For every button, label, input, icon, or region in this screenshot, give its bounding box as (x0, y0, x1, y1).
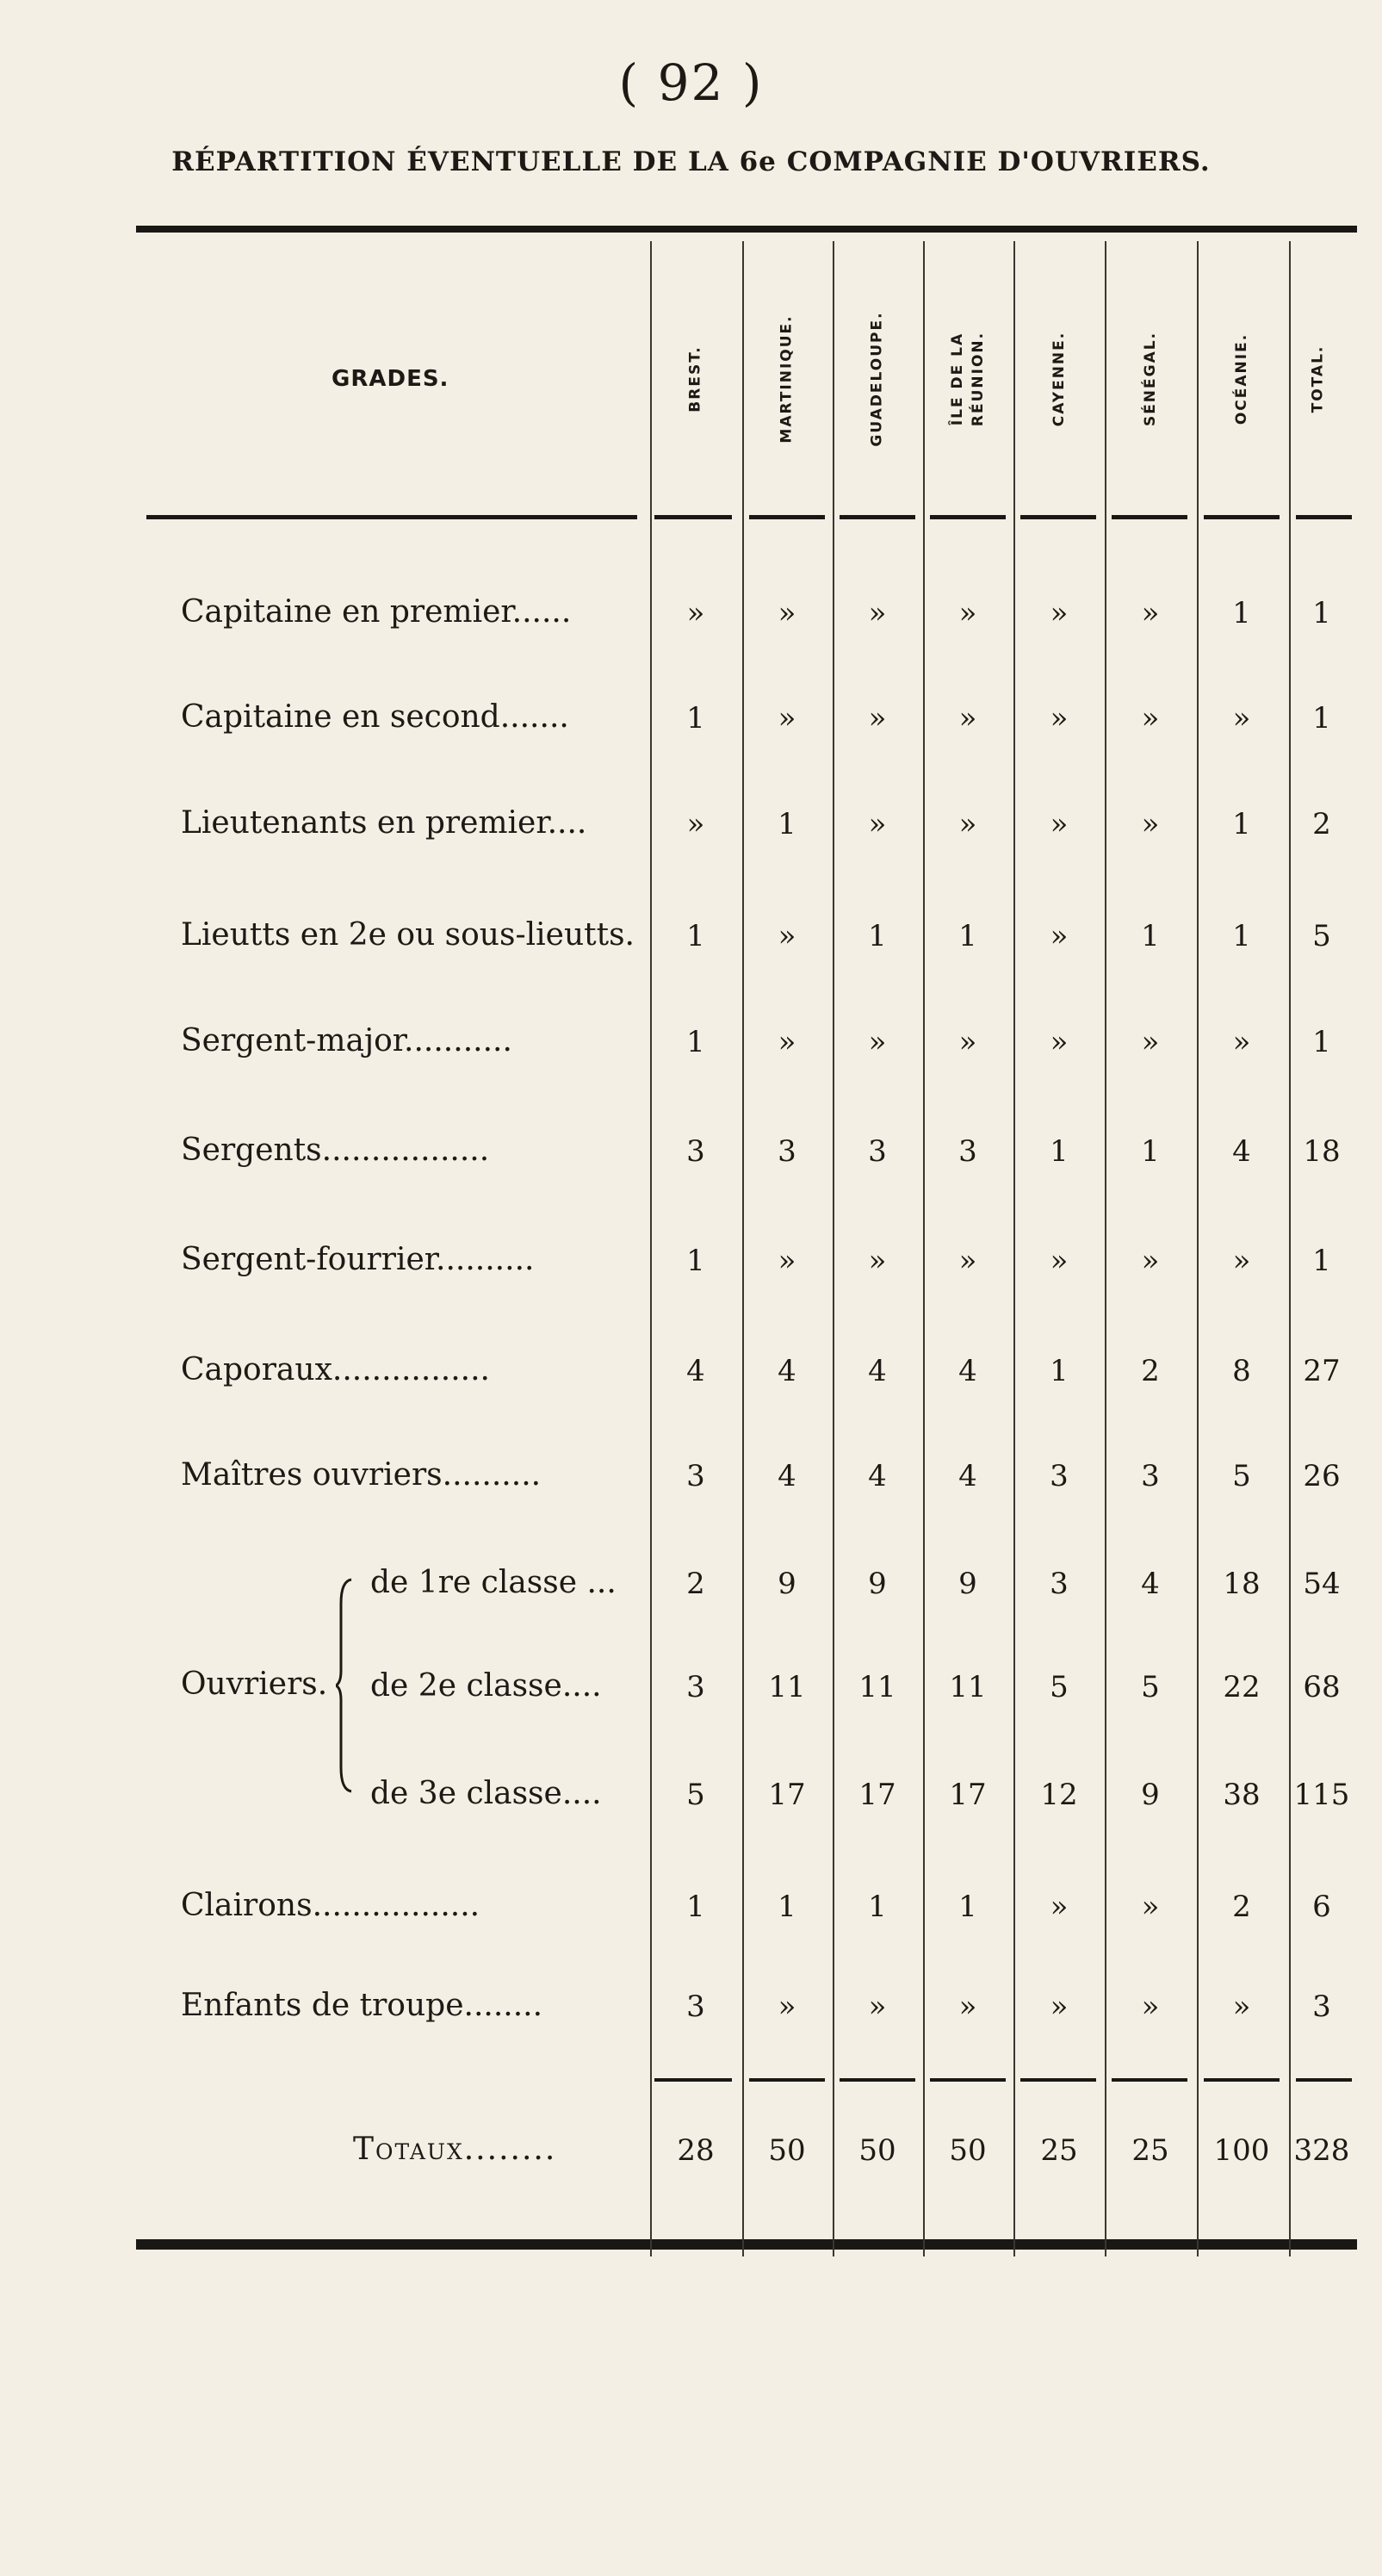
grades-header: GRADES. (332, 366, 449, 392)
table-cell: 1 (1232, 807, 1251, 841)
table-cell: 1 (868, 919, 887, 953)
table-cell: 4 (1232, 1134, 1251, 1169)
total-cell: 25 (1040, 2133, 1078, 2168)
table-cell: » (1141, 701, 1160, 736)
row-label: de 2e classe.... (370, 1668, 602, 1704)
table-cell: 3 (686, 1989, 705, 2024)
row-label: Clairons................. (181, 1888, 480, 1923)
table-cell: » (1141, 807, 1160, 841)
table-frame (136, 226, 1357, 2250)
table-cell: 1 (686, 1890, 705, 1924)
table-cell: 1 (1312, 1244, 1331, 1278)
table-cell: 22 (1223, 1670, 1261, 1704)
header-rule (1020, 515, 1096, 519)
row-label: Lieutenants en premier.... (181, 805, 587, 841)
column-header-brest: BREST. (686, 345, 704, 413)
table-cell: » (868, 1989, 887, 2024)
table-cell: » (1050, 1025, 1069, 1059)
table-cell: 12 (1040, 1778, 1078, 1812)
column-header-guadeloupe: GUADELOUPE. (869, 311, 887, 447)
table-cell: » (868, 1244, 887, 1278)
table-cell: 2 (686, 1567, 705, 1601)
table-cell: 3 (1050, 1567, 1069, 1601)
table-cell: 1 (1141, 1134, 1160, 1169)
table-cell: » (1141, 1025, 1160, 1059)
table-cell: 1 (958, 919, 977, 953)
totals-label: Totaux........ (353, 2132, 557, 2167)
table-cell: » (1232, 1989, 1251, 2024)
table-cell: 3 (686, 1134, 705, 1169)
header-rule (749, 515, 825, 519)
table-cell: » (958, 1025, 977, 1059)
total-cell: 328 (1293, 2133, 1350, 2168)
header-rule (1112, 515, 1187, 519)
table-cell: 1 (1141, 919, 1160, 953)
table-cell: 6 (1312, 1890, 1331, 1924)
row-label: Lieutts en 2e ou sous-lieutts. (181, 917, 635, 953)
row-label: Caporaux................ (181, 1352, 490, 1387)
table-cell: 1 (1050, 1134, 1069, 1169)
column-divider (1013, 241, 1015, 2256)
table-cell: » (868, 701, 887, 736)
row-label: Enfants de troupe........ (181, 1988, 543, 2023)
table-cell: 1 (686, 701, 705, 736)
table-cell: 4 (958, 1459, 977, 1493)
table-cell: 1 (686, 1244, 705, 1278)
table-cell: 1 (1312, 596, 1331, 630)
table-cell: » (958, 1989, 977, 2024)
total-cell: 50 (768, 2133, 806, 2168)
table-cell: 4 (778, 1354, 796, 1388)
column-header-cayenne: CAYENNE. (1050, 331, 1068, 427)
table-cell: » (1050, 1244, 1069, 1278)
header-rule (1204, 515, 1280, 519)
table-cell: 26 (1303, 1459, 1341, 1493)
table-cell: 1 (778, 807, 796, 841)
table-cell: 5 (686, 1778, 705, 1812)
table-cell: 68 (1303, 1670, 1341, 1704)
table-cell: » (778, 1025, 796, 1059)
column-header-senegal: SÉNÉGAL. (1142, 331, 1160, 427)
table-cell: 1 (1312, 1025, 1331, 1059)
table-cell: 11 (858, 1670, 896, 1704)
total-cell: 100 (1213, 2133, 1270, 2168)
table-cell: » (1141, 1244, 1160, 1278)
table-cell: » (868, 596, 887, 630)
table-cell: 1 (1232, 596, 1251, 630)
table-cell: 11 (949, 1670, 987, 1704)
table-cell: 38 (1223, 1778, 1261, 1812)
table-cell: 3 (778, 1134, 796, 1169)
table-cell: » (778, 701, 796, 736)
table-cell: 54 (1303, 1567, 1341, 1601)
column-header-oceanie: OCÉANIE. (1233, 332, 1251, 425)
table-cell: 3 (1312, 1989, 1331, 2024)
table-cell: » (1050, 807, 1069, 841)
table-cell: 2 (1312, 807, 1331, 841)
total-rule (654, 2078, 732, 2082)
table-cell: 18 (1223, 1567, 1261, 1601)
table-cell: 1 (1312, 701, 1331, 736)
table-cell: 115 (1293, 1778, 1350, 1812)
column-header-reunion: ÎLE DE LA RÉUNION. (949, 331, 987, 427)
table-cell: » (958, 807, 977, 841)
total-cell: 28 (677, 2133, 715, 2168)
table-cell: 3 (1141, 1459, 1160, 1493)
table-cell: 9 (1141, 1778, 1160, 1812)
table-cell: » (1050, 1890, 1069, 1924)
table-cell: » (686, 596, 705, 630)
page-title: RÉPARTITION ÉVENTUELLE DE LA 6e COMPAGNIE D'OUVRIERS. (171, 146, 1211, 177)
brace (336, 1578, 353, 1793)
table-cell: 4 (778, 1459, 796, 1493)
table-cell: » (1050, 596, 1069, 630)
table-cell: 4 (868, 1354, 887, 1388)
total-rule (840, 2078, 915, 2082)
total-cell: 50 (949, 2133, 987, 2168)
table-cell: 9 (778, 1567, 796, 1601)
table-cell: » (778, 919, 796, 953)
row-label: Sergent-major........... (181, 1023, 512, 1058)
column-header-total: TOTAL. (1309, 345, 1326, 413)
table-cell: 4 (686, 1354, 705, 1388)
total-rule (1112, 2078, 1187, 2082)
table-cell: » (1232, 701, 1251, 736)
table-cell: 1 (686, 1025, 705, 1059)
table-cell: 1 (686, 919, 705, 953)
table-cell: 18 (1303, 1134, 1341, 1169)
table-cell: 3 (686, 1459, 705, 1493)
total-rule (1296, 2078, 1352, 2082)
table-cell: » (1141, 1989, 1160, 2024)
table-cell: 17 (768, 1778, 806, 1812)
table-cell: » (1232, 1025, 1251, 1059)
table-cell: » (686, 807, 705, 841)
header-rule (1296, 515, 1352, 519)
total-rule (1204, 2078, 1280, 2082)
header-rule (146, 515, 637, 519)
table-cell: 1 (1050, 1354, 1069, 1388)
total-rule (749, 2078, 825, 2082)
table-cell: 5 (1312, 919, 1331, 953)
header-rule (654, 515, 732, 519)
table-cell: » (1050, 919, 1069, 953)
page-number: ( 92 ) (618, 53, 764, 112)
table-cell: 17 (858, 1778, 896, 1812)
table-cell: » (1050, 701, 1069, 736)
table-cell: » (1141, 1890, 1160, 1924)
row-label: Capitaine en second....... (181, 699, 569, 735)
table-cell: 9 (958, 1567, 977, 1601)
table-cell: » (1050, 1989, 1069, 2024)
table-cell: 3 (686, 1670, 705, 1704)
table-cell: » (1232, 1244, 1251, 1278)
row-label: Capitaine en premier...... (181, 594, 572, 630)
table-cell: 1 (778, 1890, 796, 1924)
table-cell: » (778, 596, 796, 630)
table-cell: 1 (958, 1890, 977, 1924)
table-cell: 3 (1050, 1459, 1069, 1493)
header-rule (930, 515, 1006, 519)
table-cell: » (868, 1025, 887, 1059)
row-label: Sergent-fourrier.......... (181, 1242, 535, 1277)
table-cell: 5 (1141, 1670, 1160, 1704)
table-cell: 8 (1232, 1354, 1251, 1388)
row-label: de 1re classe ... (370, 1565, 617, 1600)
table-cell: » (958, 596, 977, 630)
row-label: Maîtres ouvriers.......... (181, 1457, 542, 1493)
table-cell: 3 (868, 1134, 887, 1169)
column-header-martinique: MARTINIQUE. (778, 314, 796, 444)
ouvriers-label: Ouvriers. (181, 1667, 328, 1702)
table-cell: » (958, 701, 977, 736)
table-cell: 4 (958, 1354, 977, 1388)
total-cell: 25 (1131, 2133, 1169, 2168)
table-cell: 3 (958, 1134, 977, 1169)
table-cell: » (778, 1989, 796, 2024)
table-cell: 27 (1303, 1354, 1341, 1388)
column-divider (650, 241, 652, 2256)
total-rule (930, 2078, 1006, 2082)
table-cell: 5 (1232, 1459, 1251, 1493)
total-cell: 50 (858, 2133, 896, 2168)
table-cell: 1 (868, 1890, 887, 1924)
table-cell: 2 (1232, 1890, 1251, 1924)
table-cell: 4 (1141, 1567, 1160, 1601)
table-cell: 17 (949, 1778, 987, 1812)
table-cell: 9 (868, 1567, 887, 1601)
table-cell: 1 (1232, 919, 1251, 953)
row-label: Sergents................. (181, 1133, 490, 1168)
total-rule (1020, 2078, 1096, 2082)
table-cell: » (958, 1244, 977, 1278)
table-cell: » (1141, 596, 1160, 630)
row-label: de 3e classe.... (370, 1776, 602, 1811)
table-cell: » (778, 1244, 796, 1278)
header-rule (840, 515, 915, 519)
table-cell: 4 (868, 1459, 887, 1493)
table-cell: » (868, 807, 887, 841)
table-cell: 2 (1141, 1354, 1160, 1388)
table-cell: 11 (768, 1670, 806, 1704)
table-cell: 5 (1050, 1670, 1069, 1704)
column-divider (1105, 241, 1106, 2256)
